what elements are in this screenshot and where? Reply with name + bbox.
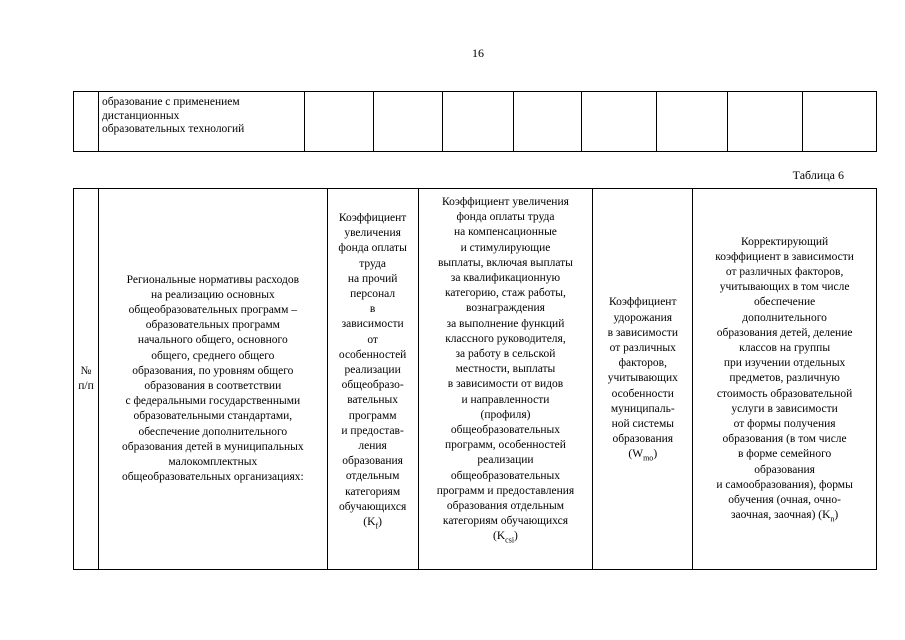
kcsi-symbol: $(K_{csi})$ — [493, 530, 518, 545]
cell-empty — [728, 92, 803, 152]
header-kf-coefficient: Коэффициент увеличения фонда оплаты труда на прочий персонал в зависимости от особенностей реализации общеобразо- вательных программ и предостав- ления образования отдельным категориям обучающихся $(K_f)$ — [327, 189, 418, 570]
header-wmo-coefficient: Коэффициент удорожания в зависимости от различных факторов, учитывающих особенности муниципаль- ной системы образования $(W_{mo})$ — [593, 189, 693, 570]
cell-empty — [657, 92, 728, 152]
cell-education-remote: образование с применением дистанционных образовательных технологий — [98, 92, 304, 152]
cell-empty — [442, 92, 513, 152]
cell-empty — [513, 92, 582, 152]
cell-empty — [74, 92, 99, 152]
continuation-table — [73, 91, 877, 152]
kn-symbol: заочная, заочная) $(K_n)$ — [730, 509, 839, 524]
cell-empty — [304, 92, 373, 152]
page-number: 16 — [472, 46, 484, 60]
header-regional-norms: Региональные нормативы расходов на реализацию основных общеобразовательных программ – образовательных программ начального общего, основного общего, среднего общего образования, по уровням общего образования в соответствии с федеральными государственными образовательными стандартами, обеспечение дополнительного образования детей в муниципальных малокомплектных общеобразовательных организациях: — [98, 189, 327, 570]
table-6 — [73, 188, 877, 570]
table-caption: Таблица 6 — [792, 168, 844, 182]
header-number: № п/п — [74, 189, 99, 570]
header-kn-coefficient: Корректирующий коэффициент в зависимости от различных факторов, учитывающих в том числе обеспечение дополнительного образования детей, деление классов на группы при изучении отдельных предметов, различную стоимость образовательной услуги в зависимости от формы получения образования (в том числе в форме семейного образования и самообразования), формы обучения (очная, очно- заочная, заочная) $(K_n)$ — [693, 189, 877, 570]
cell-empty — [803, 92, 877, 152]
kf-symbol: $(K_f)$ — [363, 516, 382, 531]
cell-empty — [582, 92, 657, 152]
cell-empty — [373, 92, 442, 152]
header-kcsi-coefficient: Коэффициент увеличения фонда оплаты труда на компенсационные и стимулирующие выплаты, включая выплаты за квалификационную категорию, стаж работы, вознаграждения за выполнение функций классного руководителя, за работу в сельской местности, выплаты в зависимости от видов и направленности (профиля) общеобразовательных программ, особенностей реализации общеобразовательных программ и предоставления образования отдельным категориям обучающихся $(K_{csi})$ — [418, 189, 593, 570]
wmo-symbol: $(W_{mo})$ — [628, 448, 658, 463]
